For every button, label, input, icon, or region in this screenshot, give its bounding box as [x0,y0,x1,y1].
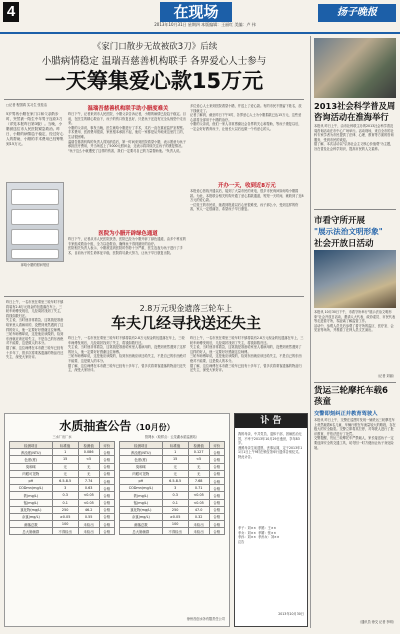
table-cell: <5 [78,456,99,463]
table-cell: <0.05 [188,499,209,506]
obituary-family: 孝子：刘×× 孝媳：王×× 孝女：刘×× 孝婿：张×× 孝孙：刘×× 孝孙女：刘×× 泣告 [238,526,280,544]
section-divider [4,296,304,297]
table-cell: 未检出 [78,528,99,535]
table-cell: 无 [188,470,209,477]
table-cell: 0.3 [162,492,188,499]
table-cell: 合格 [209,506,224,513]
table-cell: 100 [162,521,188,528]
table-cell: 色度(度) [120,456,163,463]
lead-headline: 一天筹集爱心款15万元 [44,69,264,93]
right1-headline: 2013社会科学普及周咨询活动在淮海举行 [314,101,396,122]
sms-bubble [11,209,59,225]
table-cell: <5 [188,456,209,463]
table-cell: 合格 [99,470,114,477]
table-cell: 无 [52,470,78,477]
table-row [10,485,115,492]
table-cell: 合格 [209,513,224,520]
lead-kicker-2: 小腊病情稳定 温瑞吾慈善机构联手 各界爱心人士参与 [41,56,267,67]
lead-divider [4,99,304,100]
table-row [120,513,225,520]
table-row [120,470,225,477]
table-cell: 0.1 [162,499,188,506]
table-cell: 合格 [99,492,114,499]
story2-text: 昨日上午，一名市民在乘坐三轮车时不慎将装有2.8万元现金的包遗落在车上，三轮车师傅发现后，几经周折找到了失主，将钱如数归还。 失主说，当时他非常着急，这笔钱是准备给家里人看病用的，没想到竟然遇到了这样的好人，他一定要好好感谢这位师傅。 三轮车师傅却说，这是他应该做的，捡到东西就应该还给失主，不是自己的东西绝对不能要，这是做人的本分。 据了解，这位师傅在本市蹬三轮车已经有十多年了，曾多次将乘客遗落的物品归还失主，深受大家好评。 [68,336,186,373]
table-cell: 0.71 [188,485,209,492]
table-cell: 余氯(mg/L) [10,513,53,520]
table-cell: 总大肠菌群 [120,528,163,535]
water-footer: 徐州首创水务有限责任公司 [186,617,225,621]
lead-col1-subhead-2: 医院为小腊开辟绿色通道 [98,231,158,237]
obituary-title: 讣 告 [235,414,307,428]
table-row [120,521,225,528]
water-issue: （10月份） [131,423,175,432]
table-cell: 0.63 [78,485,99,492]
table-cell: 0.3 [52,492,78,499]
table-cell: 合格 [99,456,114,463]
sms-screenshot [6,182,64,262]
table-cell: 合格 [99,449,114,456]
table-cell: 250 [162,506,188,513]
lead-col2-text: 多位爱心人士来到医院看望小腊，并送上了爱心款。有的市民不愿留下姓名，放下钱就走了。 记者了解到，截至昨日下午5时，各界爱心人士为小腊捐款已达15万元，这些爱心款将全部用于小腊的治疗。 小腊的父亲说，他们一家人非常感谢社会各界的关心和帮助，等孩子康复以后，一定会好好教育孩子，让他长大以后也做一个有爱心的人。 [190,104,302,131]
table-cell: 氯化物(mg/L) [120,506,163,513]
story2-sidebar-text: 昨日上午，一名市民在乘坐三轮车时不慎将装有2.8万元现金的包遗落在车上，三轮车师傅发现后，几经周折找到了失主，将钱如数归还。 失主说，当时他非常着急，这笔钱是准备给家里人看病用的，没想到竟然遇到了这样的好人，他一定要好好感谢这位师傅。 三轮车师傅却说，这是他应该做的，捡到东西就应该还给失主，不是自己的东西绝对不能要，这是做人的本分。 据了解，这位师傅在本市蹬三轮车已经有十多年了，曾多次将乘客遗落的物品归还失主，深受大家好评。 [6,300,64,360]
table-row [120,485,225,492]
table-row [10,499,115,506]
table-cell: 浑浊度(NTU) [10,449,53,456]
table-cell: 未检出 [78,521,99,528]
table-cell: 0.086 [78,449,99,456]
table-cell: 合格 [209,528,224,535]
water-title-text: 水质抽查公告 [59,419,132,433]
table-cell: 0.1 [52,499,78,506]
table-cell: 锰(mg/L) [10,499,53,506]
table-cell: 6.5-8.5 [52,477,78,484]
right-divider [314,382,396,383]
right2-headline: 市看守所开展 [314,216,366,226]
lead-kicker-1: 《家门口散步无故被砍3刀》后续 [92,42,218,52]
right2-highlight: "展示法治文明形象" [314,227,383,236]
table-row [10,492,115,499]
table-cell: 合格 [209,470,224,477]
table-cell: 臭和味 [120,463,163,470]
column-divider [310,36,311,628]
table-row [120,463,225,470]
table-row [10,477,115,484]
table-cell: 未检出 [188,521,209,528]
table-cell: 氯化物(mg/L) [10,506,53,513]
table-cell: 3 [162,485,188,492]
table-cell: pH [120,477,163,484]
obituary-text: 我的母亲，中共党员，退休干部，因病医治无效，不幸于2013年10月29日逝世，享年83岁。 遵照母亲生前遗愿，丧事从简，定于2013年11月1日上午9时在殡仪馆举行遗体告别仪式。 特此讣告。 [238,432,303,459]
table-row [10,513,115,520]
table-cell: 余氯(mg/L) [120,513,163,520]
lead-col1-text: 昨日下午，记者来到市人民医院，小腊父亲告诉记者，小腊的病情已经趋于稳定。目前，在医生的精心救治下，孩子的伤口恢复良好，只是孩子还没有完全从惊恐中走出来。 小腊的父亲说，事发当晚，医生就给小腊进行了手术，术后一直在重症监护室观察。手术费用、医药费用很高，家里根本承担不起，他们一家都是从外地来这里打工的，生活很困难。 温瑞吾慈善机构的负责人得知消息后，第一时间来到医院看望小腊，表示愿意为孩子承担医疗费用，并当场送上了5000元慰问金，还表示将持续关注孩子的康复情况。 "孩子这么小就遭受了这样的伤害，我们一定要尽自己的力量帮助他。"负责人说。 [68,112,186,153]
lead-col2-subhead: 开办一天，收到近8万元 [218,183,276,189]
right3-headline: 货运三轮摩托车载6孩童 [314,386,388,407]
table-cell: 菌落总数 [120,521,163,528]
table-cell: CODmn(mg/L) [120,485,163,492]
page-number: 4 [3,2,19,22]
table-cell: 不得检出 [162,528,188,535]
table-cell: 合格 [209,463,224,470]
right2-headline-2: 社会开放日活动 [314,239,374,249]
detention-center-photo [314,250,396,308]
water-table2-caption: 管网水（取样点：云龙湖水质监测站） [144,435,200,439]
table-cell: 锰(mg/L) [120,499,163,506]
table-cell: 0.32 [188,513,209,520]
table-row [10,506,115,513]
table-header-cell: 标准值 [162,442,188,449]
table-header-cell: 评价 [99,442,114,449]
table-cell: 15 [52,456,78,463]
lead-intro: 5岁男孩小腊在家门口和父亲散步时，突然被一陌生中年男子连砍3刀（详见本报昨日第3版）。当晚，小腊被送往市人民医院紧急救治。昨日，小腊的病情趋于稳定，经过好心人的帮助，小腊的手术费用已经筹集到15万元。 [6,112,64,146]
table-cell: 100 [52,521,78,528]
table-cell: <0.05 [188,492,209,499]
right1-text: 本报讯 昨日上午，由市社科联主办的2013社会科学普及周咨询活动在市中心广场举行。活动现场，来自全市的社科专家学者为市民提供了法律、心理、教育等方面的咨询服务，受到市民的欢迎。 据了解，本次活动以"弘扬社会主义核心价值观"为主题，旨在普及社会科学知识，提高市民的人文素养。 [314,124,394,151]
table-header-cell: 标准值 [52,442,78,449]
right2-credit: （记者 刘丽） [375,374,396,378]
event-photo [314,38,396,98]
right-divider [314,209,396,210]
right2-text: 本报讯 10月30日下午，市看守所举行"展示法治文明形象"社会开放日活动，邀请人大代表、政协委员、市民代表等走进看守所，零距离了解监管工作。 活动中，参观人员先后参观了看守所的监区、医疗室、会见室等场所，并观看了在押人员文艺演出。 [314,310,396,333]
table-header-row [120,442,225,449]
table-cell: 合格 [209,521,224,528]
table-row [120,492,225,499]
table-cell: 无 [78,470,99,477]
table-cell: ≥0.05 [162,513,188,520]
table-header-cell: 检测值 [188,442,209,449]
table-row [10,449,115,456]
table-cell: 合格 [99,485,114,492]
table-cell: CODmn(mg/L) [10,485,53,492]
table-row [10,528,115,535]
lead-col1-subhead: 温瑞吾慈善机构联手助小腊度难关 [87,106,169,112]
table-cell: 菌落总数 [10,521,53,528]
table-cell: 46.2 [78,506,99,513]
right3-text: 本报讯 昨日上午，交警在巡逻时发现一辆货运三轮摩托车上竟然载着6名儿童，车辆行驶在车流量较大的路段，存在极大的安全隐患。交警立即将其拦停，对驾驶人进行了批评教育，并依法进行了处罚。 交警提醒，货运三轮摩托车严禁载人，家长接送孩子一定要选择安全的交通工具，切勿因一时方便而让孩子身处险境。 [314,418,396,450]
table-header-cell: 检测项目 [10,442,53,449]
table-cell: 1 [52,449,78,456]
table-cell: 15 [162,456,188,463]
table-cell: 合格 [209,456,224,463]
masthead-logo: 扬子晚报 [318,4,396,22]
table-cell: 3 [52,485,78,492]
table-cell: 无 [162,470,188,477]
table-cell: 色度(度) [10,456,53,463]
table-cell: 臭和味 [10,463,53,470]
table-header-row [10,442,115,449]
water-table1-caption: 三水厂出厂水 [52,435,72,439]
table-cell: 合格 [209,477,224,484]
lead-col2-text-2: 本报爱心热线开通以后，接到了大量市民的来电，很多市民询问如何给小腊捐款。为此，本报联合相关机构开通了爱心捐款通道，短短一天时间，就收到了近8万元的爱心款。 一位姓王的市民说，她看到报道以后心里很难受，孩子那么小，受到这样的伤害，家人一定很痛苦，希望孩子早日康复。 [190,189,304,212]
table-header-cell: 检测项目 [120,442,163,449]
water-title [5,417,229,434]
table-cell: 无 [188,463,209,470]
table-row [120,456,225,463]
table-row [120,506,225,513]
table-cell: 合格 [99,477,114,484]
table-row [10,470,115,477]
water-table-2 [119,441,225,535]
table-cell: 0.55 [78,513,99,520]
table-row [10,521,115,528]
table-header-cell: 检测值 [78,442,99,449]
section-title: 在现场 [160,2,232,22]
table-row [120,528,225,535]
story2-headline: 车夫几经寻找送还失主 [110,314,261,332]
table-cell: 合格 [209,492,224,499]
table-cell: 浑浊度(NTU) [120,449,163,456]
table-cell: 合格 [99,463,114,470]
table-cell: 合格 [99,513,114,520]
table-cell: 未检出 [188,528,209,535]
table-cell: <0.05 [78,499,99,506]
lead-col1-text-2: 昨日下午，记者从市人民医院获悉，医院已经为小腊开辟了绿色通道，由多个科室的专家组成救治小组，全力以赴救治，确保孩子得到最好的治疗。 医院相关负责人表示，小腊被送到医院时伤势十分严重，医生连夜为孩子进行了手术，目前孩子的生命体征平稳，医院将尽最大努力，让孩子早日康复出院。 [68,237,186,255]
obituary-notice [234,413,308,627]
table-cell: 总大肠菌群 [10,528,53,535]
water-table-1 [9,441,115,535]
table-cell: 250 [52,506,78,513]
table-cell: 合格 [99,521,114,528]
table-cell: 7.68 [188,477,209,484]
sms-bubble [11,229,59,245]
right3-subhead: 交警即刻纠正并教育驾驶人 [314,411,378,417]
table-row [120,449,225,456]
table-cell: 6.5-8.5 [162,477,188,484]
lead-byline: □记者 程国鸿 实习生 张桂洁 [6,103,48,107]
table-cell: 无 [78,463,99,470]
table-cell: 肉眼可见物 [10,470,53,477]
sms-bubble [11,189,59,205]
table-header-cell: 评价 [209,442,224,449]
table-cell: 肉眼可见物 [120,470,163,477]
table-cell: 合格 [99,499,114,506]
table-cell: 无 [52,463,78,470]
story2-text-cont: 昨日上午，一名市民在乘坐三轮车时不慎将装有2.8万元现金的包遗落在车上，三轮车师傅发现后，几经周折找到了失主，将钱如数归还。 失主说，当时他非常着急，这笔钱是准备给家里人看病用的，没想到竟然遇到了这样的好人，他一定要好好感谢这位师傅。 三轮车师傅却说，这是他应该做的，捡到东西就应该还给失主，不是自己的东西绝对不能要，这是做人的本分。 据了解，这位师傅在本市蹬三轮车已经有十多年了，曾多次将乘客遗落的物品归还失主，深受大家好评。 [190,336,304,373]
table-cell: 47.0 [188,506,209,513]
table-cell: 合格 [209,485,224,492]
table-cell: 铁(mg/L) [10,492,53,499]
right3-credit: （通讯员 徐交 记者 李明） [357,620,396,624]
table-row [120,499,225,506]
sms-caption: 拿给小腊的慰问短信 [20,263,50,267]
table-cell: 合格 [209,449,224,456]
story2-kicker: 2.8万元现金遗落三轮车上 [139,304,233,313]
table-row [10,463,115,470]
table-cell: 7.74 [78,477,99,484]
table-cell: pH [10,477,53,484]
dateline: 2013年10月31日 星期四 本版编辑：王丽红 美编：卢 伟 [154,22,256,27]
table-cell: 不得检出 [52,528,78,535]
obituary-date: 2013年10月30日 [278,612,304,616]
table-cell: ≥0.05 [52,513,78,520]
table-row [10,456,115,463]
table-cell: 1 [162,449,188,456]
water-quality-notice [4,413,230,627]
table-cell: 合格 [99,528,114,535]
table-cell: 合格 [99,506,114,513]
sms-bubble [11,249,59,259]
table-cell: <0.05 [78,492,99,499]
table-cell: 0.127 [188,449,209,456]
table-cell: 铁(mg/L) [120,492,163,499]
table-row [120,477,225,484]
table-cell: 无 [162,463,188,470]
table-cell: 合格 [209,499,224,506]
